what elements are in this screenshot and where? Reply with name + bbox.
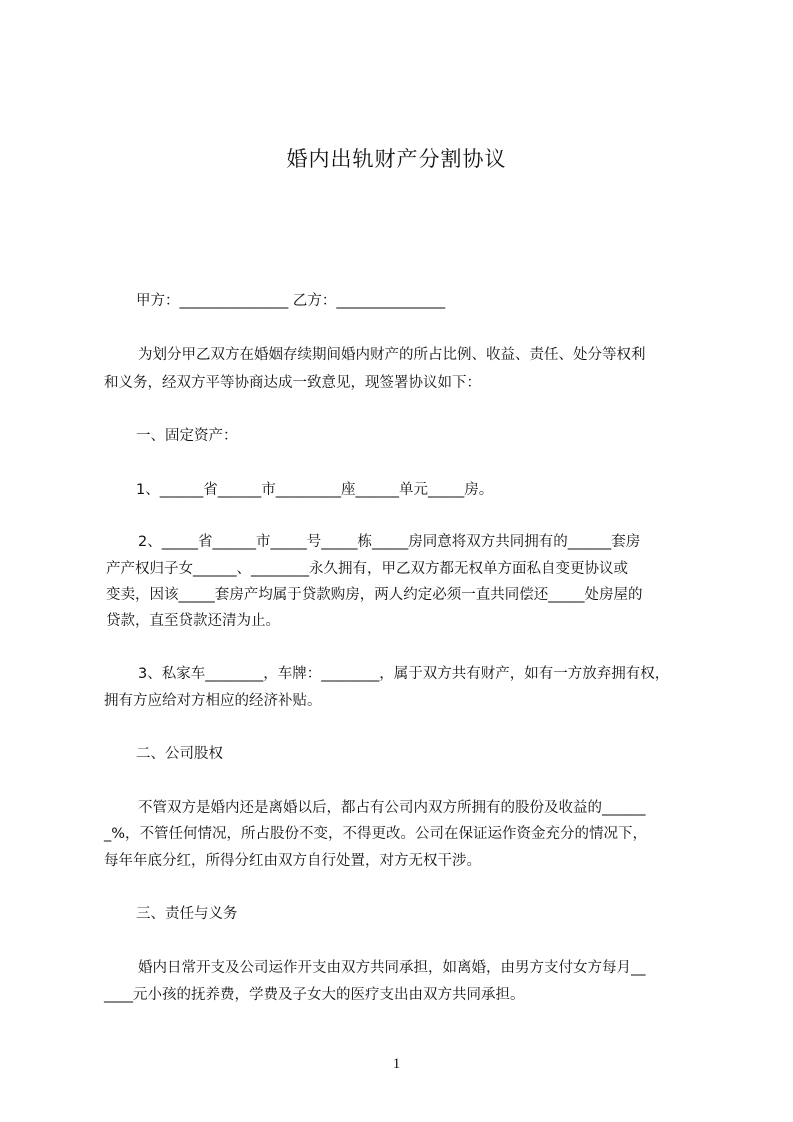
- section2-line-3: 每年年底分红，所得分红由双方自行处置，对方无权干涉。: [104, 853, 481, 869]
- item1-line: 1、______省______市_________座______单元_____房。: [136, 482, 494, 498]
- section2-heading: 二、公司股权: [136, 746, 223, 762]
- item2-line-4: 贷款，直至贷款还清为止。: [106, 613, 280, 629]
- parties-line: 甲方：_______________ 乙方：_______________: [136, 293, 446, 309]
- intro-line-2: 和义务，经双方平等协商达成一致意见，现签署协议如下：: [104, 375, 481, 391]
- item2-line-3: 变卖，因该_____套房产均属于贷款购房，两人约定必须一直共同偿还_____处房屋的: [106, 587, 643, 603]
- document-title: 婚内出轨财产分割协议: [286, 147, 507, 171]
- intro-line-1: 为划分甲乙双方在婚姻存续期间婚内财产的所占比例、收益、责任、处分等权利: [138, 347, 646, 363]
- item2-line-1: 2、_____省______市_____号_____栋_____房同意将双方共同拥有的______套房: [138, 534, 641, 550]
- item3-line-2: 拥有方应给对方相应的经济补贴。: [104, 693, 322, 709]
- item2-line-2: 产产权归子女______、________永久拥有，甲乙双方都无权单方面私自变更协议或: [106, 561, 628, 577]
- section2-line-2: _%，不管任何情况，所占股份不变，不得更改。公司在保证运作资金充分的情况下，: [104, 826, 648, 842]
- section1-heading: 一、固定资产：: [136, 428, 238, 444]
- section2-line-1: 不管双方是婚内还是离婚以后，都占有公司内双方所拥有的股份及收益的______: [138, 800, 646, 816]
- page-number: 1: [392, 1056, 401, 1072]
- section3-line-2: ____元小孩的抚养费，学费及子女大的医疗支出由双方共同承担。: [104, 987, 525, 1003]
- item3-line-1: 3、私家车________，车牌：________，属于双方共有财产，如有一方放弃拥有权，: [138, 666, 670, 682]
- section3-heading: 三、责任与义务: [136, 906, 238, 922]
- section3-line-1: 婚内日常开支及公司运作开支由双方共同承担，如离婚，由男方支付女方每月__: [138, 960, 646, 976]
